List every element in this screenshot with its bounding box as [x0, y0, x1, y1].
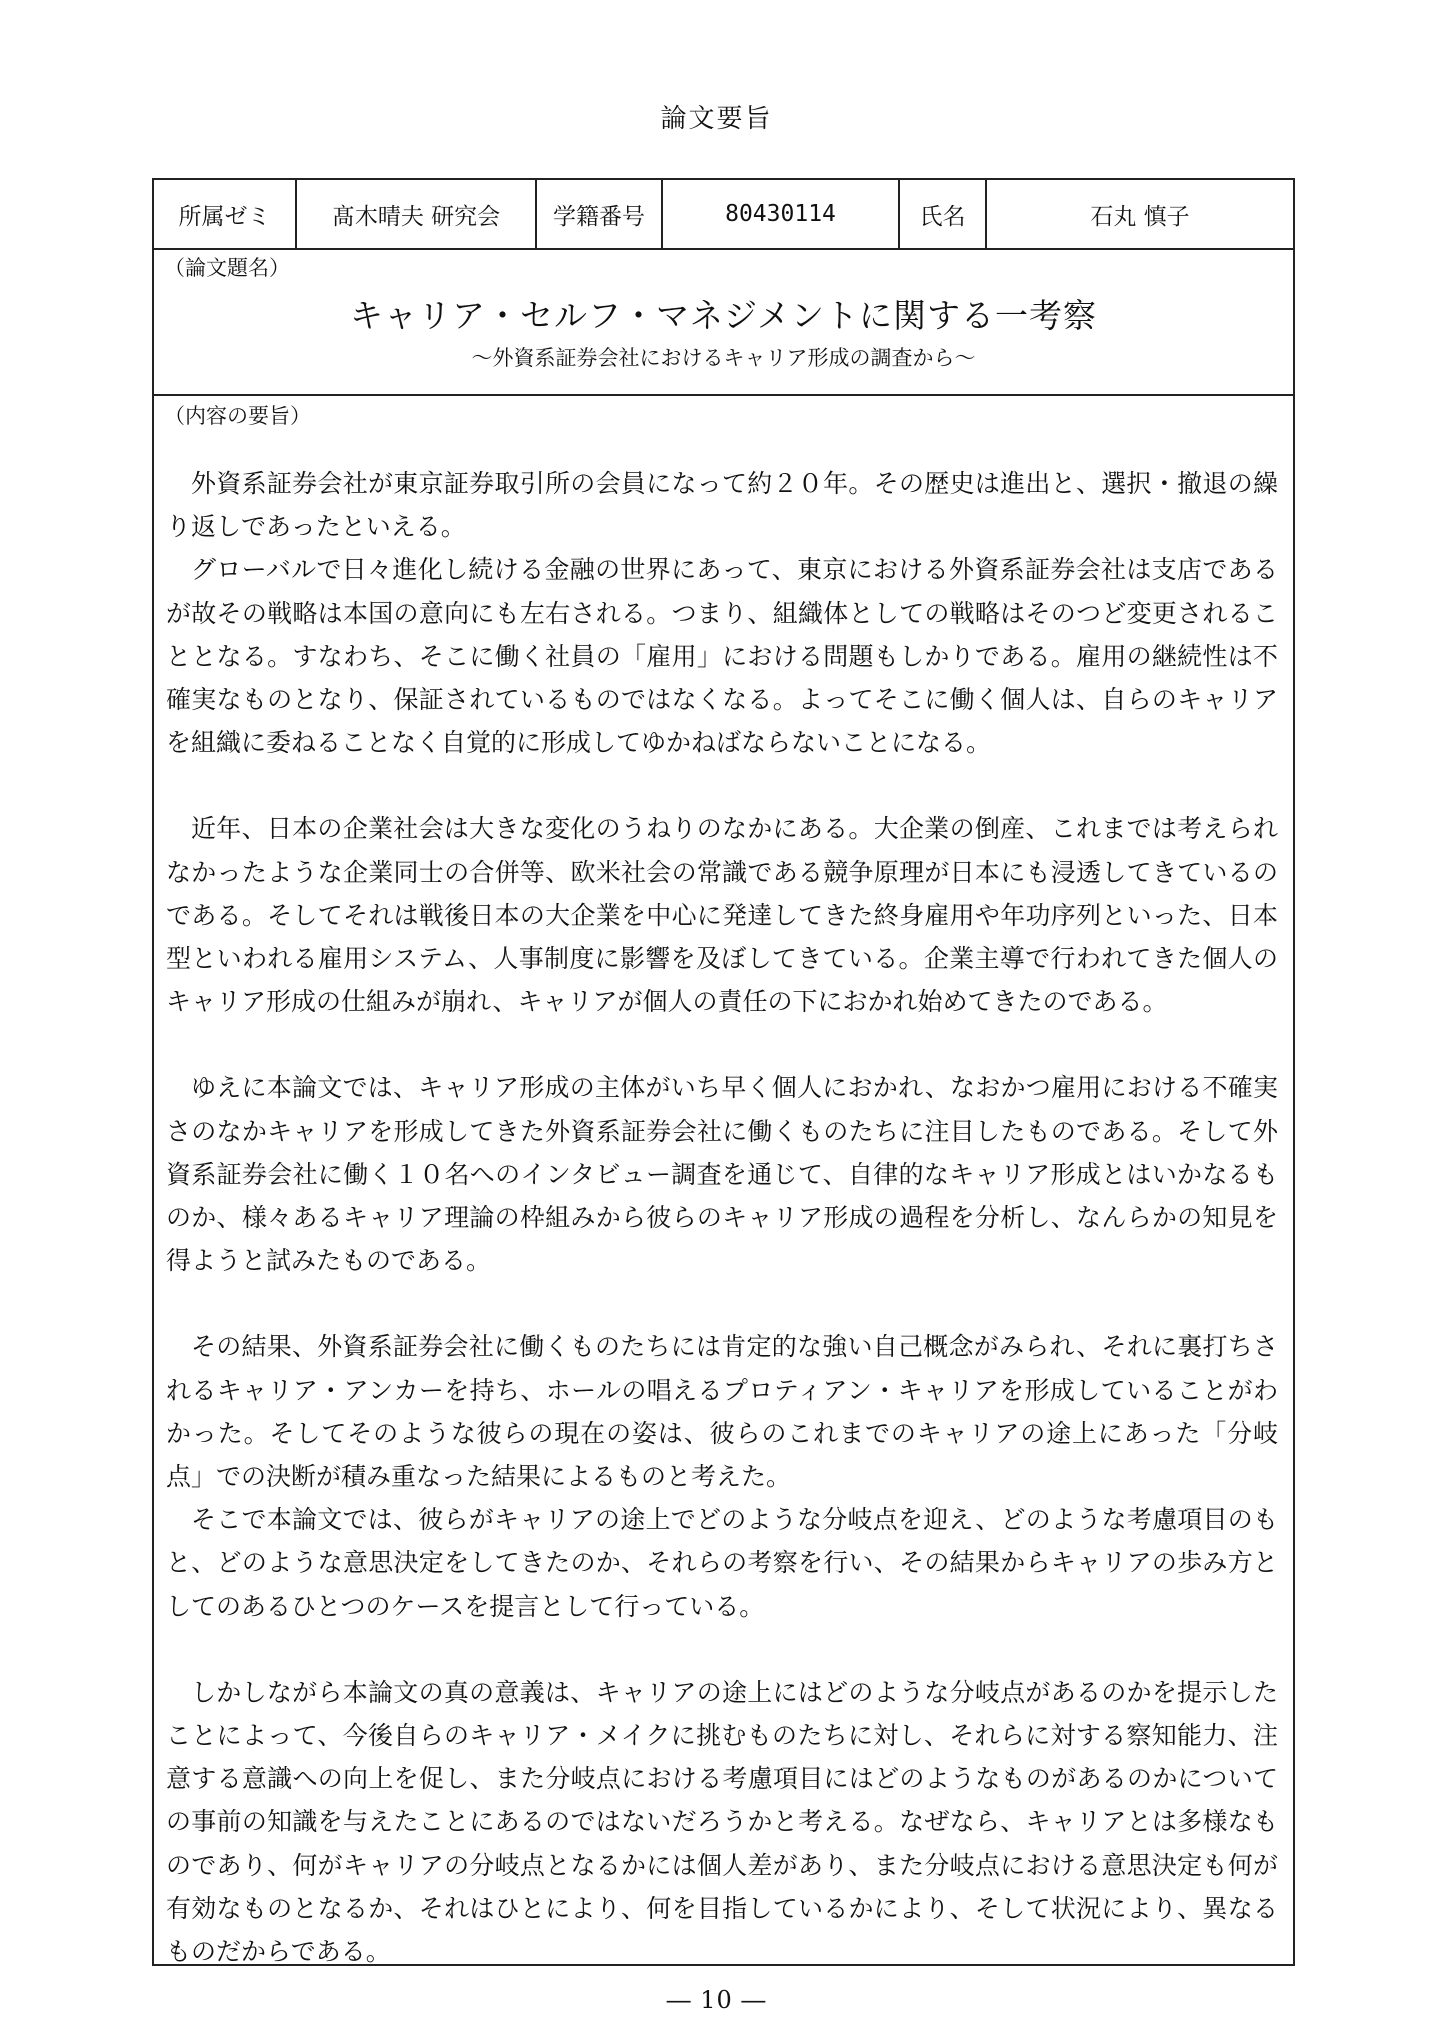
- summary-paragraph: しかしながら本論文の真の意義は、キャリアの途上にはどのような分岐点があるのかを提示したことによって、今後自らのキャリア・メイクに挑むものたちに対し、それらに対する察知能力、注意する意識への向上を促し、また分岐点における考慮項目にはどのようなものがあるのかについての事前の知識を与えたことにあるのではないだろうかと考える。なぜなら、キャリアとは多様なものであり、何がキャリアの分岐点となるかには個人差があり、また分岐点における意思決定も何が有効なものとなるか、それはひとにより、何を目指しているかにより、そして状況により、異なるものだからである。: [166, 1677, 1278, 1967]
- seminar-value: 髙木晴夫 研究会: [296, 180, 536, 249]
- page-title: 論文要旨: [660, 104, 773, 134]
- summary-paragraph: そこで本論文では、彼らがキャリアの途上でどのような分岐点を迎え、どのような考慮項目のもと、どのような意思決定をしてきたのか、それらの考察を行い、その結果からキャリアの歩み方としてのあるひとつのケースを提言として行っている。: [166, 1505, 1278, 1621]
- summary-paragraph: 外資系証券会社が東京証券取引所の会員になって約２０年。その歴史は進出と、選択・撤退の繰り返しであったといえる。: [166, 469, 1278, 542]
- summary-paragraph: ゆえに本論文では、キャリア形成の主体がいち早く個人におかれ、なおかつ雇用における不確実さのなかキャリアを形成してきた外資系証券会社に働くものたちに注目したものである。そして外資系証券会社に働く１０名へのインタビュー調査を通じて、自律的なキャリア形成とはいかなるものか、様々あるキャリア理論の枠組みから彼らのキャリア形成の過程を分析し、なんらかの知見を得ようと試みたものである。: [166, 1073, 1278, 1276]
- summary-paragraph: 近年、日本の企業社会は大きな変化のうねりのなかにある。大企業の倒産、これまでは考えられなかったような企業同士の合併等、欧米社会の常識である競争原理が日本にも浸透してきているのである。そしてそれは戦後日本の大企業を中心に発達してきた終身雇用や年功序列といった、日本型といわれる雇用システム、人事制度に影響を及ぼしてきている。企業主導で行われてきた個人のキャリア形成の仕組みが崩れ、キャリアが個人の責任の下におかれ始めてきたのである。: [166, 814, 1278, 1017]
- abstract-form: [152, 178, 1295, 1966]
- summary-label: （内容の要旨）: [164, 404, 311, 428]
- summary-paragraph: グローバルで日々進化し続ける金融の世界にあって、東京における外資系証券会社は支店であるが故その戦略は本国の意向にも左右される。つまり、組織体としての戦略はそのつど変更されることとなる。すなわち、そこに働く社員の「雇用」における問題もしかりである。雇用の継続性は不確実なものとなり、保証されているものではなくなる。よってそこに働く個人は、自らのキャリアを組織に委ねることなく自覚的に形成してゆかねばならないことになる。: [166, 555, 1278, 758]
- summary-body: [166, 462, 1278, 1973]
- page-number: ― 10 ―: [666, 1986, 767, 2014]
- student-id-label: 学籍番号: [536, 180, 662, 249]
- seminar-label: 所属ゼミ: [154, 180, 296, 249]
- name-label: 氏名: [899, 180, 986, 249]
- thesis-title: キャリア・セルフ・マネジメントに関する一考察: [349, 296, 1097, 335]
- student-id-value: 80430114: [662, 180, 899, 249]
- name-value: 石丸 慎子: [986, 180, 1293, 249]
- title-section: [154, 250, 1293, 396]
- thesis-subtitle: ～外資系証券会社におけるキャリア形成の調査から～: [471, 346, 976, 370]
- info-table: [154, 180, 1293, 250]
- summary-paragraph: その結果、外資系証券会社に働くものたちには肯定的な強い自己概念がみられ、それに裏打ちされるキャリア・アンカーを持ち、ホールの唱えるプロティアン・キャリアを形成していることがわかった。そしてそのような彼らの現在の姿は、彼らのこれまでのキャリアの途上にあった「分岐点」での決断が積み重なった結果によるものと考えた。: [166, 1332, 1278, 1492]
- title-label: （論文題名）: [164, 256, 290, 280]
